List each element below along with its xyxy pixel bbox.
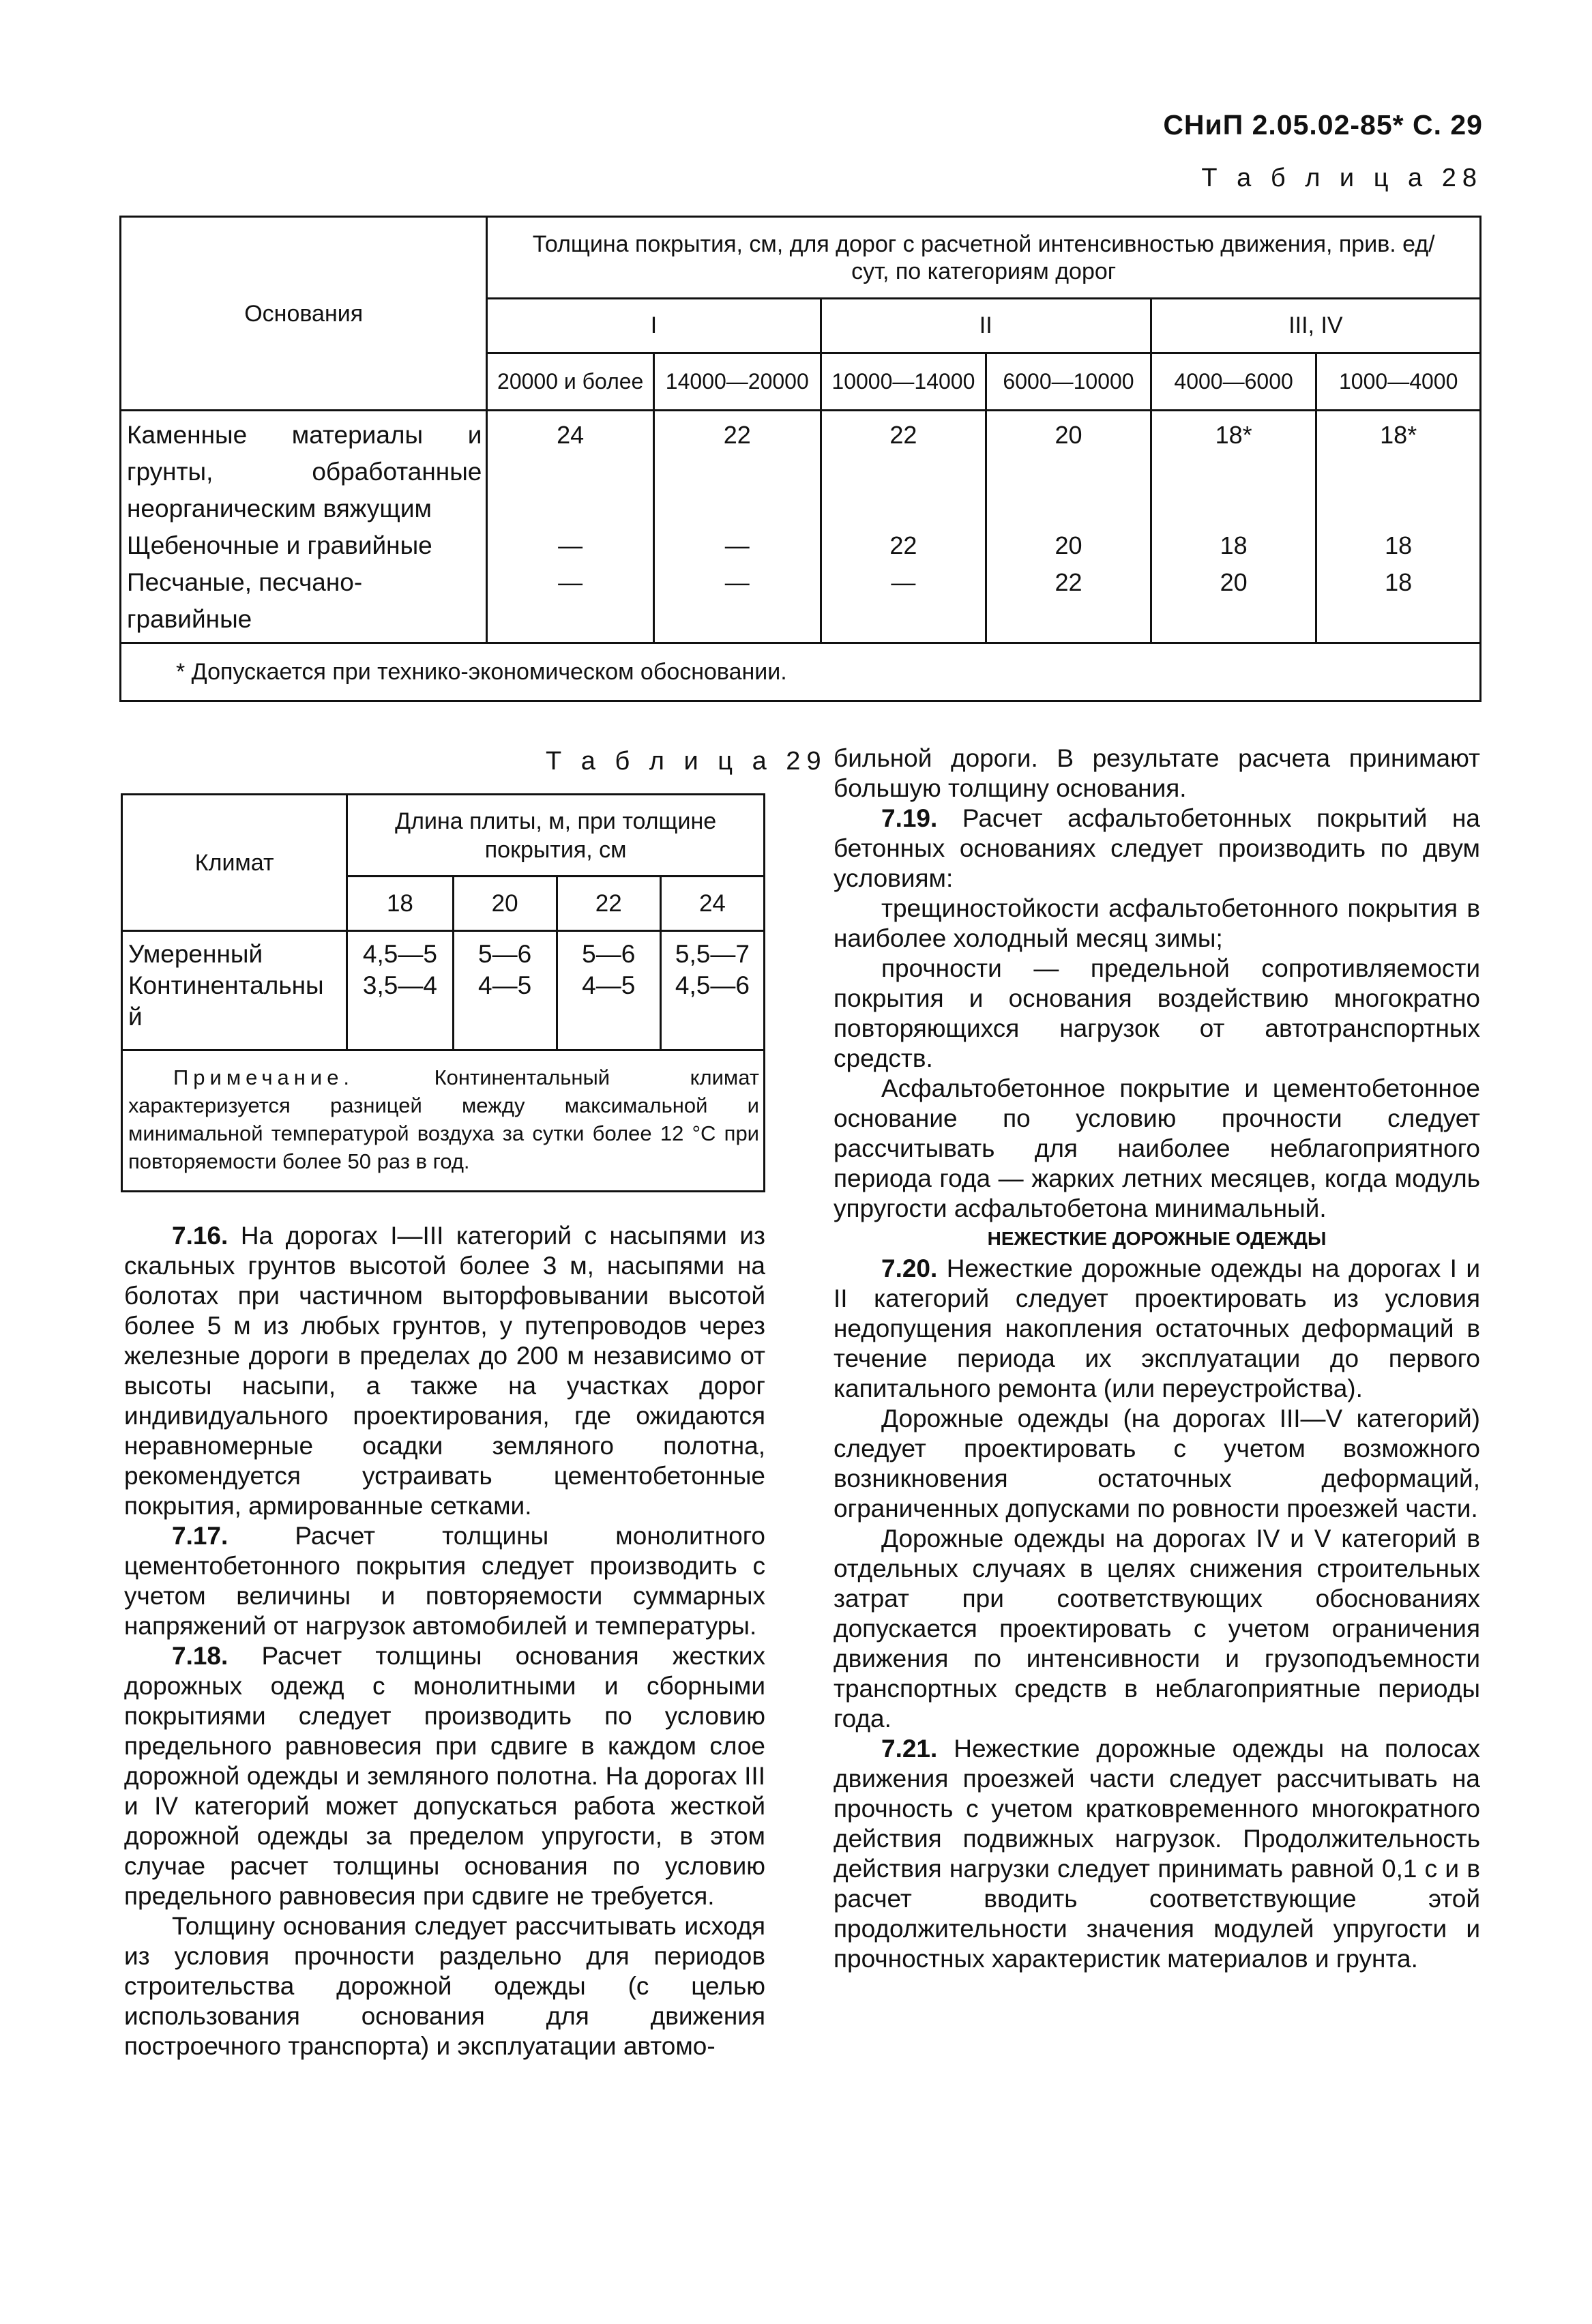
header-category-3-4: III, IV [1151, 299, 1480, 353]
cell: — [891, 568, 916, 596]
cell: 22 [1055, 568, 1082, 596]
row-label: Щебеночные и гравийные [127, 531, 432, 559]
cell: 4,5—5 [362, 940, 437, 968]
table-28 [119, 216, 1482, 702]
paragraph-7-21 [834, 1734, 1480, 1974]
header-category-2: II [821, 299, 1151, 353]
running-title: СНиП 2.05.02-85* С. 29 [1163, 109, 1483, 141]
row-label: Континентальный [128, 971, 324, 1031]
header-thickness: 18 [347, 877, 453, 931]
cell: 22 [723, 421, 751, 449]
table28-caption: Т а б л и ц а 28 [1201, 164, 1483, 192]
header-climate: Климат [122, 795, 347, 931]
clause-text: Расчет толщины основания жестких дорожных одежд с монолитными и сборными покрытиями следует производить по условию предельного равновесия при сдвиге в каждом слое дорожной одежды и земляного полотна. На дорогах III и IV категорий может допускаться работа жесткой дорожной одежды за пределом упругости, в этом случае расчет толщины основания по условию предельного равновесия при сдвиге не требуется. [124, 1642, 765, 1910]
row-label: Каменные материалы и грунты, обработанные неорганическим вяжущим [127, 421, 482, 523]
header-base: Основания [121, 217, 487, 411]
clause-number: 7.21. [881, 1735, 938, 1763]
header-range: 10000—14000 [821, 353, 986, 411]
cell: 20 [1055, 531, 1082, 559]
row-label: Песчаные, песчано-гравийные [127, 568, 363, 633]
cell: 5,5—7 [675, 940, 750, 968]
cell: 22 [889, 531, 917, 559]
cell: — [558, 531, 583, 559]
cell: 18* [1215, 421, 1252, 449]
clause-number: 7.20. [881, 1254, 938, 1282]
paragraph-7-19 [834, 804, 1480, 894]
cell: 3,5—4 [362, 971, 437, 999]
table-29 [121, 793, 765, 1192]
header-thickness: 20 [453, 877, 557, 931]
header-range: 6000—10000 [986, 353, 1151, 411]
header-category-1: I [487, 299, 821, 353]
table29-note [122, 1050, 765, 1192]
cell: 4,5—6 [675, 971, 750, 999]
header-range: 14000—20000 [653, 353, 821, 411]
left-column [124, 1221, 765, 2061]
cell: 18 [1385, 531, 1413, 559]
cell: 18 [1220, 531, 1248, 559]
clause-text: Расчет толщины монолитного цементобетонного покрытия следует производить с учетом величины и повторяемости суммарных напряжений от нагрузок автомобилей и температуры. [124, 1522, 765, 1640]
cell: 20 [1055, 421, 1082, 449]
header-thickness: Толщина покрытия, см, для дорог с расчетной интенсивностью движения, прив. ед/сут, по категориям дорог [487, 217, 1481, 299]
cell: — [724, 568, 750, 596]
header-range: 20000 и более [487, 353, 654, 411]
note-text: Континентальный климат характеризуется разницей между максимальной и минимальной температурой воздуха за сутки более 12 °С при повторяемости более 50 раз в год. [128, 1065, 759, 1173]
table-body [121, 411, 1481, 643]
cell: 4—5 [582, 971, 636, 999]
clause-text: Нежесткие дорожные одежды на полосах движения проезжей части следует рассчитывать на прочность с учетом кратковременного многократного действия подвижных нагрузок. Продолжительность действия нагрузки следует принимать равной 0,1 с и в расчет вводить соответствующие этой продолжительности значения модулей упругости и прочностных характеристик материалов и грунта. [834, 1735, 1480, 1973]
clause-number: 7.18. [172, 1642, 229, 1670]
cell: 4—5 [478, 971, 532, 999]
table29-caption: Т а б л и ц а 29 [546, 747, 827, 776]
header-range: 1000—4000 [1316, 353, 1481, 411]
clause-text: Расчет асфальтобетонных покрытий на бетонных основаниях следует производить по двум условиям: [834, 804, 1480, 892]
paragraph-7-18 [124, 1641, 765, 1911]
paragraph-7-19-a: трещиностойкости асфальтобетонного покрытия в наиболее холодный месяц зимы; [834, 894, 1480, 952]
header-thickness: 22 [557, 877, 660, 931]
clause-text: Нежесткие дорожные одежды на дорогах I и II категорий следует проектировать из условия недопущения накопления остаточных деформаций в течение периода их эксплуатации до первого капитального ремонта (или переустройства). [834, 1254, 1480, 1402]
clause-number: 7.17. [172, 1522, 229, 1550]
cell: 24 [557, 421, 585, 449]
cell: — [724, 531, 750, 559]
note-label: Примечание. [173, 1065, 355, 1089]
paragraph-7-20-b: Дорожные одежды (на дорогах III—V категорий) следует проектировать с учетом возможного возникновения остаточных деформаций, ограниченных допусками по ровности проезжей части. [834, 1404, 1480, 1523]
cell: 18* [1380, 421, 1417, 449]
right-column [834, 744, 1480, 1974]
cell: 5—6 [478, 940, 532, 968]
paragraph-7-19-c: Асфальтобетонное покрытие и цементобетонное основание по условию прочности следует рассчитывать для наиболее неблагоприятного периода года — жарких летних месяцев, когда модуль упругости асфальтобетона минимальный. [834, 1074, 1480, 1222]
section-title: НЕЖЕСТКИЕ ДОРОЖНЫЕ ОДЕЖДЫ [987, 1228, 1327, 1249]
cell: 18 [1385, 568, 1413, 596]
row-label: Умеренный [128, 940, 263, 968]
cell: 22 [889, 421, 917, 449]
cell: — [558, 568, 583, 596]
table28-footnote: * Допускается при технико-экономическом обосновании. [121, 643, 1481, 701]
cell: 5—6 [582, 940, 636, 968]
paragraph-7-20-c: Дорожные одежды на дорогах IV и V категорий в отдельных случаях в целях снижения строительных затрат при соответствующих обоснованиях допускается проектировать с учетом ограничения движения по интенсивности и грузоподъемности транспортных средств в неблагоприятные периоды года. [834, 1525, 1480, 1733]
cell: 20 [1220, 568, 1248, 596]
clause-number: 7.19. [881, 804, 938, 832]
clause-text: На дорогах I—III категорий с насыпями из скальных грунтов высотой более 3 м, насыпями на болотах при частичном выторфовывании высотой более 5 м из любых грунтов, у путепроводов через железные дороги в пределах до 200 м независимо от высоты насыпи, а также на участках дорог индивидуального проектирования, где ожидаются неравномерные осадки земляного полотна, рекомендуется устраивать цементобетонные покрытия, армированные сетками. [124, 1222, 765, 1520]
paragraph-7-16 [124, 1221, 765, 1521]
header-thickness: 24 [660, 877, 764, 931]
header-range: 4000—6000 [1151, 353, 1316, 411]
paragraph-7-19-b: прочности — предельной сопротивляемости покрытия и основания воздействию многократно повторяющихся нагрузок от автотранспортных средств. [834, 954, 1480, 1072]
paragraph-7-20 [834, 1254, 1480, 1404]
paragraph-continuation: бильной дороги. В результате расчета принимают большую толщину основания. [834, 744, 1480, 802]
header-slab-length: Длина плиты, м, при толщине покрытия, см [347, 795, 765, 877]
paragraph-base-thickness: Толщину основания следует рассчитывать исходя из условия прочности раздельно для периодов строительства дорожной одежды (с целью использования основания для движения построечного транспорта) и эксплуатации автомо- [124, 1912, 765, 2060]
paragraph-7-17 [124, 1521, 765, 1641]
clause-number: 7.16. [172, 1222, 229, 1250]
